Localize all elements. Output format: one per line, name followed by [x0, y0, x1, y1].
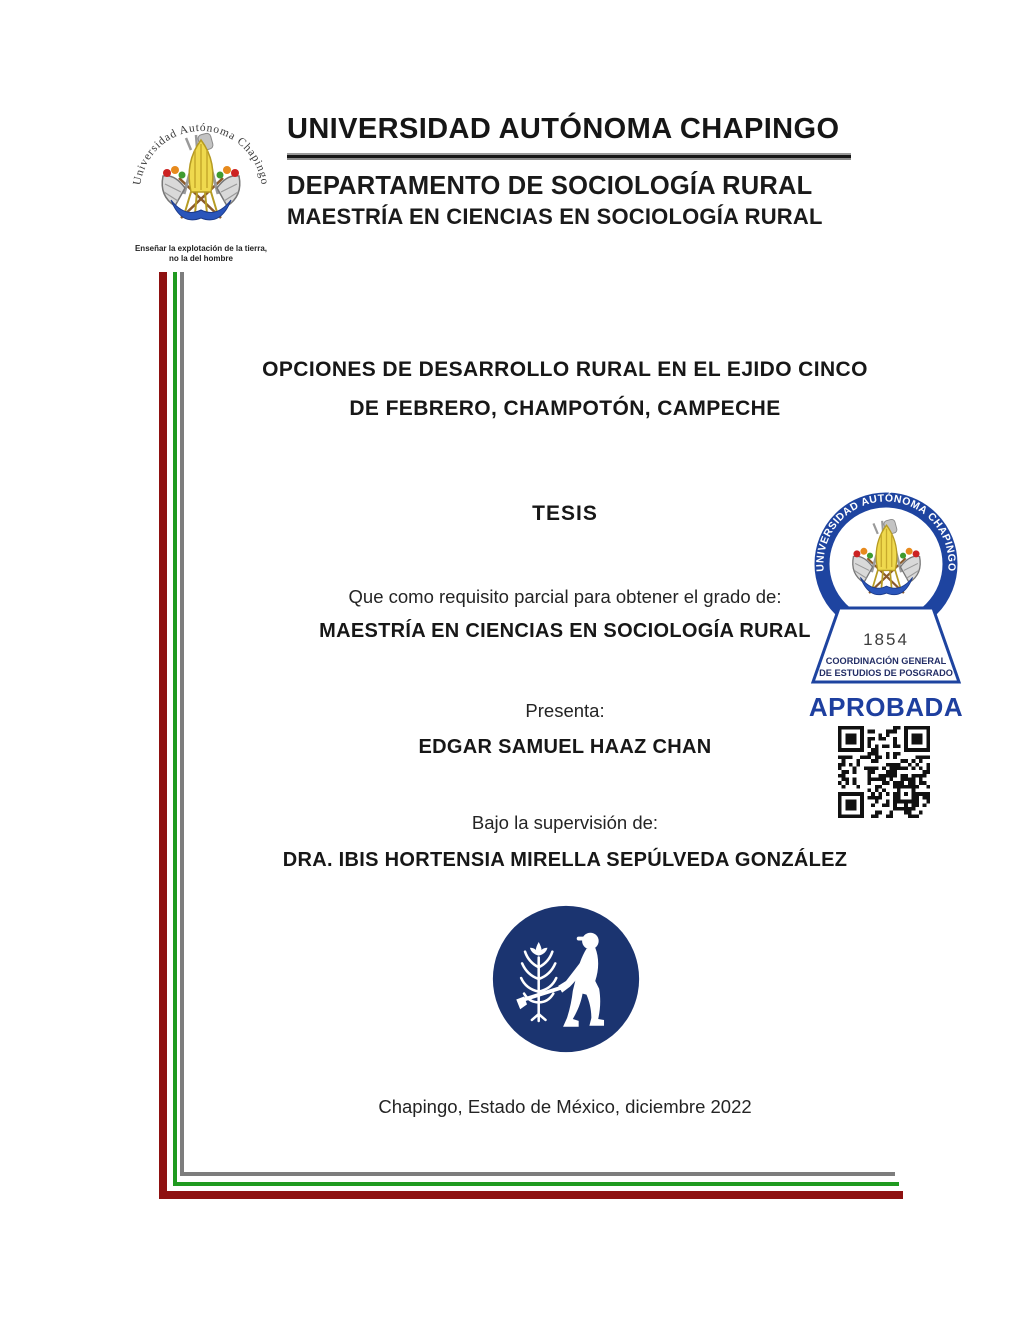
- seal-arc-text: UNIVERSIDAD AUTÓNOMA CHAPINGO: [814, 492, 958, 572]
- crest-emblem-icon: [162, 132, 240, 219]
- author-name: EDGAR SAMUEL HAAZ CHAN: [418, 736, 712, 758]
- program-name: MAESTRÍA EN CIENCIAS EN SOCIOLOGÍA RURAL: [287, 204, 823, 229]
- university-name: UNIVERSIDAD AUTÓNOMA CHAPINGO: [287, 113, 840, 145]
- qr-code-pattern: [838, 726, 930, 818]
- thesis-title-line2: DE FEBRERO, CHAMPOTÓN, CAMPECHE: [349, 397, 781, 420]
- farmer-pictogram-icon: [488, 901, 644, 1057]
- university-crest-logo: [126, 99, 276, 265]
- supervision-label: Bajo la supervisión de:: [471, 812, 659, 833]
- crest-motto-line1: Enseñar la explotación de la tierra,: [134, 244, 268, 253]
- crest-arc-text: Universidad Autónoma Chapingo: [131, 121, 271, 186]
- approval-status-label: APROBADA: [808, 692, 964, 722]
- document-type-label: TESIS: [532, 502, 598, 525]
- department-name: DEPARTAMENTO DE SOCIOLOGÍA RURAL: [287, 172, 813, 200]
- place-date-line: Chapingo, Estado de México, diciembre 2022: [378, 1096, 752, 1117]
- crest-motto-line2: no la del hombre: [168, 254, 234, 263]
- header-double-rule: [287, 153, 851, 160]
- supervisor-name: DRA. IBIS HORTENSIA MIRELLA SEPÚLVEDA GONZÁLEZ: [282, 849, 848, 871]
- header-block: [287, 112, 851, 230]
- requirement-text: Que como requisito parcial para obtener el grado de:: [348, 586, 782, 607]
- founding-year: 1854: [863, 630, 909, 649]
- presents-label: Presenta:: [525, 700, 605, 721]
- office-line1: COORDINACIÓN GENERAL: [825, 656, 947, 666]
- thesis-title-line1: OPCIONES DE DESARROLLO RURAL EN EL EJIDO CINCO: [262, 358, 868, 381]
- degree-name: MAESTRÍA EN CIENCIAS EN SOCIOLOGÍA RURAL: [319, 620, 811, 642]
- postgraduate-approval-seal: [810, 486, 962, 698]
- qr-code: [838, 726, 930, 818]
- office-line2: DE ESTUDIOS DE POSGRADO: [819, 668, 953, 678]
